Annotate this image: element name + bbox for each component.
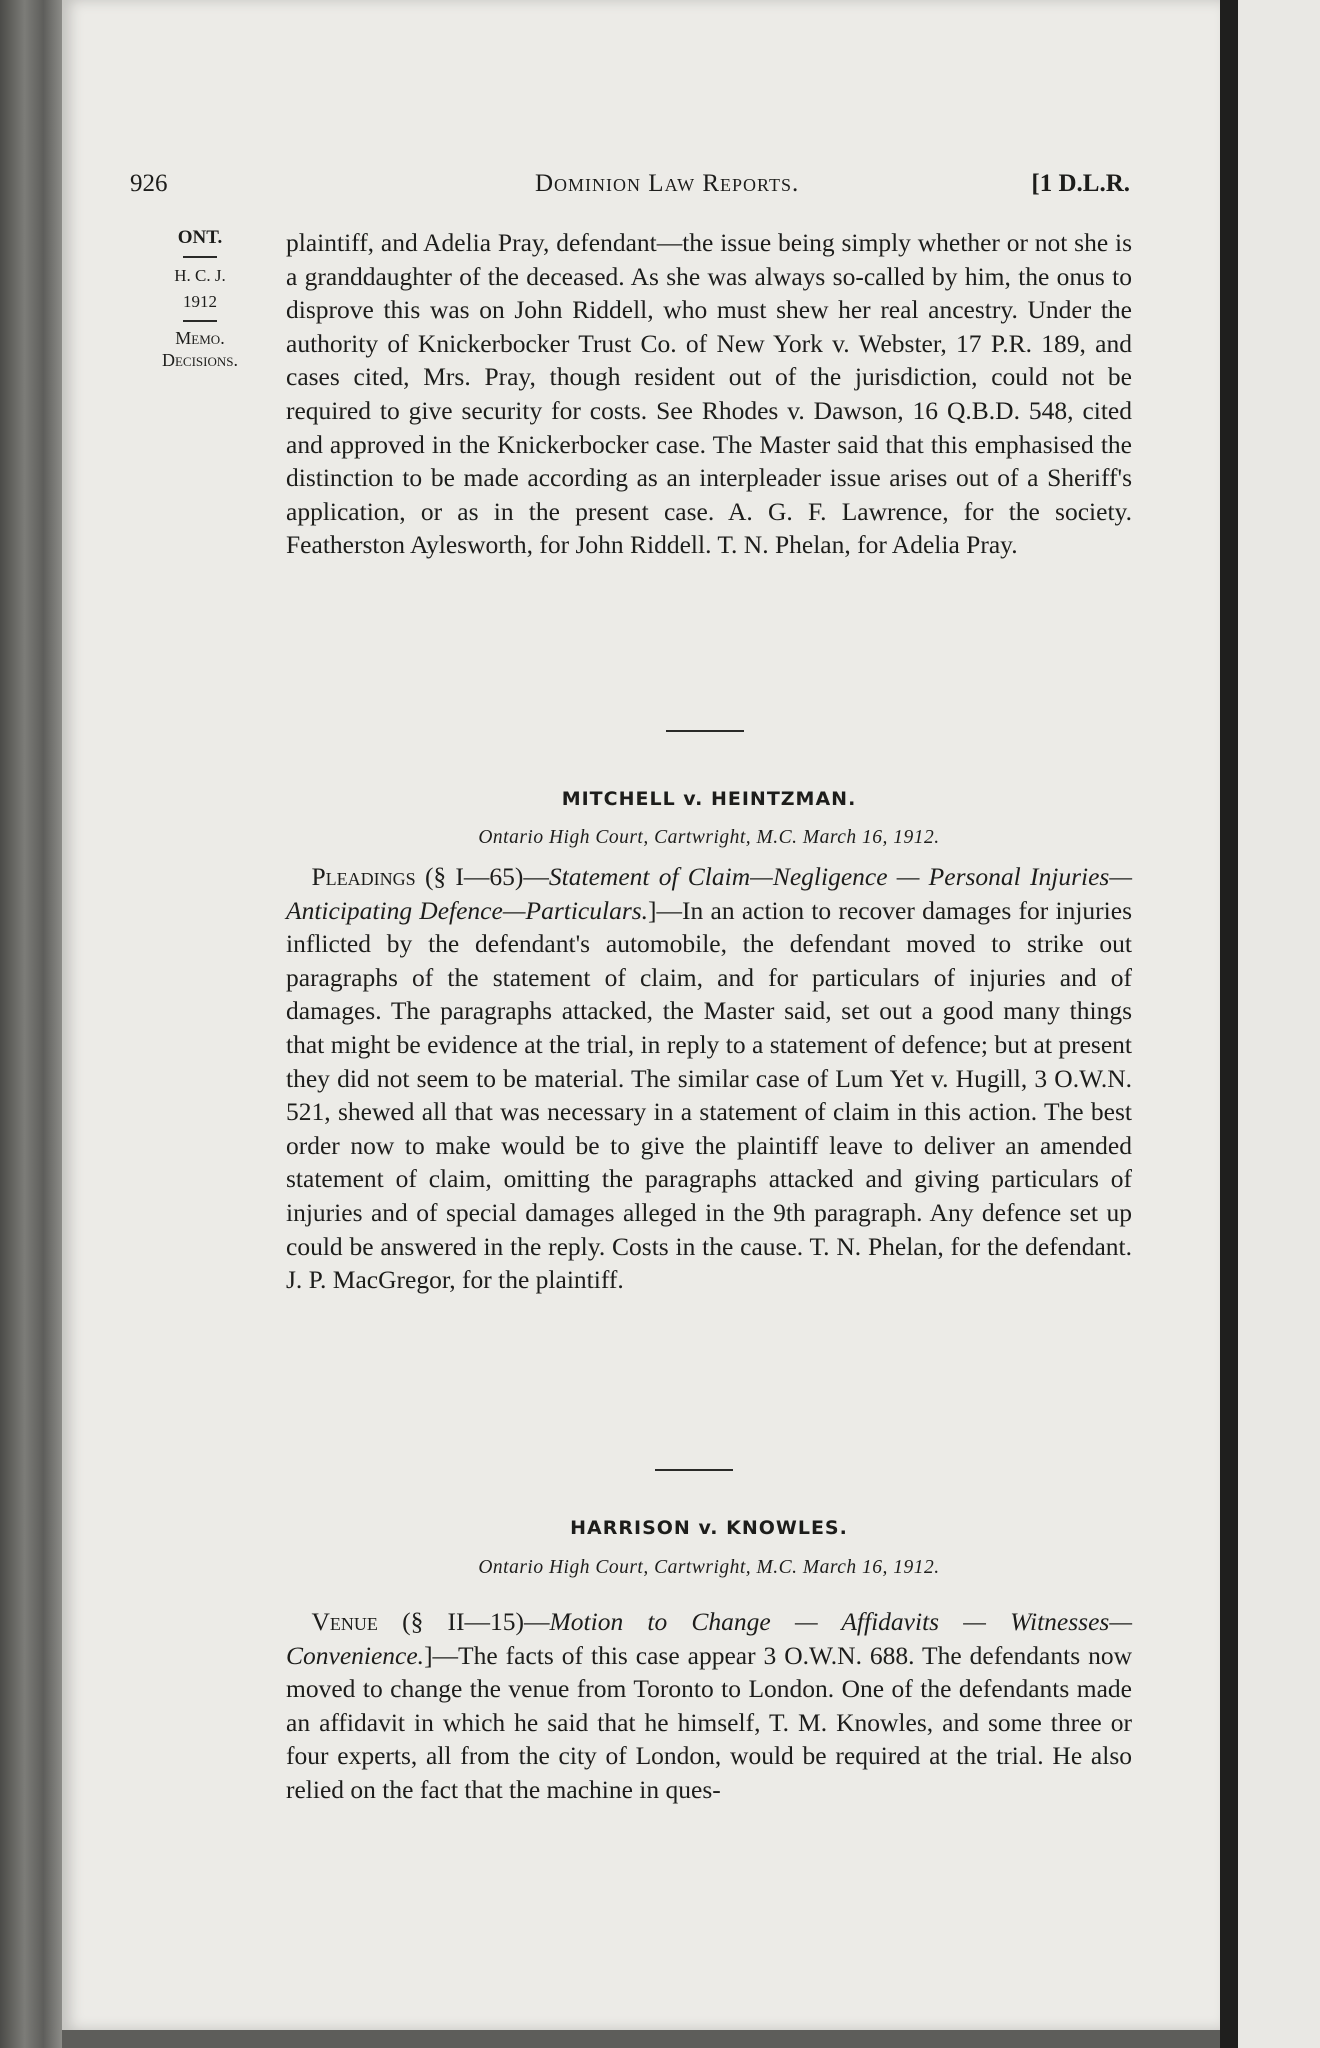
adjacent-page-edge <box>1238 0 1320 2048</box>
court-line: Ontario High Court, Cartwright, M.C. March 16, 1912. <box>478 827 940 848</box>
continued-case-text <box>286 226 1132 562</box>
headnote-keyword: Pleadings <box>311 862 416 891</box>
sidebar-court: H. C. J. <box>174 266 226 285</box>
sidebar-section-line1: Memo. <box>175 328 225 348</box>
margin-sidebar <box>130 225 270 371</box>
sidebar-jurisdiction: ONT. <box>177 227 223 248</box>
sidebar-section-line2: Decisions. <box>161 350 238 370</box>
case-separator <box>655 1469 733 1471</box>
sidebar-year: 1912 <box>183 292 217 311</box>
book-gutter <box>1220 0 1238 2048</box>
case-paragraph <box>286 1605 1132 1807</box>
sidebar-rule <box>183 320 217 322</box>
headnote-keyword: Venue <box>311 1607 378 1636</box>
sidebar-rule <box>183 256 217 258</box>
case-body: ]—The facts of this case appear 3 O.W.N. 688. The defendants now moved to change the venue from Toronto to London. One of the defendants made an affidavit in which he said that he himself, T. M. Knowles, and some three or four experts, all from the city of London, would be required at the trial. He also relied on the fact that the machine in ques- <box>286 1640 1132 1804</box>
scan-left-edge <box>0 0 62 2048</box>
page-number: 926 <box>130 170 168 197</box>
headnote-topics: Statement of Claim—Negligence — Personal Injuries—Anticipating Defence—Particulars. <box>286 862 1133 925</box>
case-text <box>286 860 1132 1297</box>
case-text <box>286 1605 1132 1807</box>
headnote-topics: Motion to Change — Affidavits — Witnesses—Convenience. <box>286 1607 1132 1670</box>
scan-bottom-edge <box>62 2030 1220 2048</box>
case-body: ]—In an action to recover damages for injuries inflicted by the defendant's automobile, the defendant moved to strike out paragraphs of the statement of claim, and for particulars of injuries and of damages. The paragraphs attacked, the Master said, set out a good many things that might be evidence at the trial, in reply to a statement of defence; but at present they did not seem to be material. The similar case of Lum Yet v. Hugill, 3 O.W.N. 521, shewed all that was necessary in a statement of claim in this action. The best order now to make would be to give the plaintiff leave to deliver an amended statement of claim, omitting the paragraphs attacked and giving particulars of injuries and of special damages alleged in the 9th paragraph. Any defence set up could be answered in the reply. Costs in the cause. T. N. Phelan, for the defendant. J. P. MacGregor, for the plaintiff. <box>286 895 1132 1295</box>
court-line: Ontario High Court, Cartwright, M.C. March 16, 1912. <box>478 1557 940 1578</box>
volume-reference: [1 D.L.R. <box>1031 170 1130 197</box>
page-header <box>130 170 1130 210</box>
case-separator <box>666 730 744 732</box>
case-title: MITCHELL v. HEINTZMAN. <box>561 788 857 810</box>
case-paragraph <box>286 860 1132 1297</box>
headnote-section: (§ II—15)— <box>402 1607 550 1636</box>
continued-case-paragraph: plaintiff, and Adelia Pray, defendant—the issue being simply whether or not she is a granddaughter of the deceased. As she was always so-called by him, the onus to disprove this was on John Riddell, who must shew her real ancestry. Under the authority of Knickerbocker Trust Co. of New York v. Webster, 17 P.R. 189, and cases cited, Mrs. Pray, though resident out of the jurisdiction, could not be required to give security for costs. See Rhodes v. Dawson, 16 Q.B.D. 548, cited and approved in the Knickerbocker case. The Master said that this emphasised the distinction to be made according as an interpleader issue arises out of a Sheriff's application, or as in the present case. A. G. F. Lawrence, for the society. Featherston Aylesworth, for John Riddell. T. N. Phelan, for Adelia Pray. <box>286 228 1132 560</box>
running-title: Dominion Law Reports. <box>535 170 800 197</box>
headnote-section: (§ I—65)— <box>424 862 549 891</box>
case-title: HARRISON v. KNOWLES. <box>570 1517 848 1539</box>
